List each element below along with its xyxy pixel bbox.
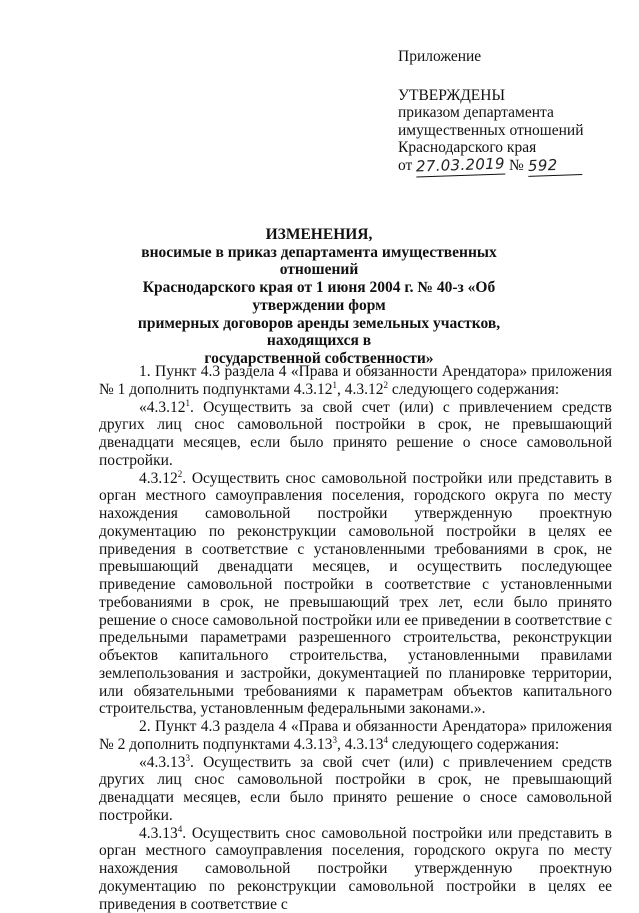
handwritten-number: 592 [527, 156, 582, 176]
paragraph-1: 1. Пункт 4.3 раздела 4 «Права и обязанности Арендатора» приложения № 1 дополнить подпунктами 4.3.12$^1$, 4.3.12$^2$ следующего содержания: [99, 363, 612, 399]
document-body [99, 363, 612, 913]
paragraph-3: 4.3.12$^2$. Осуществить снос самовольной постройки или представить в орган местного самоуправления поселения, городского округа по месту нахождения самовольной постройки утвержденную проектную документацию по реконструкции самовольной постройки в целях ее приведения в соответствие с установленными требованиями в срок, не превышающий двенадцати месяцев, и осуществить последующее приведение самовольной постройки в соответствие с установленными требованиями в срок, не превышающий трех лет, если было принято решение о сносе самовольной постройки или ее приведении в соответствие с предельными параметрами разрешенного строительства, реконструкции объектов капитального строительства, установленными правилами землепользования и застройки, документацией по планировке территории, или обязательными требованиями к параметрам объектов капитального строительства, установленным федеральными законами.». [99, 470, 612, 719]
paragraph-2: «4.3.12$^1$. Осуществить за свой счет (или) с привлечением средств других лиц снос самовольной постройки в срок, не превышающий двенадцати месяцев, если было принято решение о сносе самовольной постройки. [99, 399, 612, 470]
heading-line-2: Краснодарского края от 1 июня 2004 г. № 40-з «Об утверждении форм [100, 279, 538, 314]
document-heading [100, 226, 538, 368]
appendix-label: Приложение [398, 48, 628, 66]
approved-label: УТВЕРЖДЕНЫ [398, 87, 628, 105]
heading-title: ИЗМЕНЕНИЯ, [100, 226, 538, 244]
paragraph-5: «4.3.13$^3$. Осуществить за свой счет (или) с привлечением средств других лиц снос самовольной постройки в срок, не превышающий двенадцати месяцев, если было принято решение о сносе самовольной постройки. [99, 754, 612, 825]
approval-line-order: приказом департамента [398, 104, 628, 122]
handwritten-date: 27.03.2019 [416, 155, 505, 177]
number-prefix: № [509, 157, 524, 174]
heading-line-4: государственной собственности» [100, 350, 538, 368]
paragraph-6: 4.3.13$^4$. Осуществить снос самовольной постройки или представить в орган местного самоуправления поселения, городского округа по месту нахождения самовольной постройки утвержденную проектную документацию по реконструкции самовольной постройки в целях ее приведения в соответствие с [99, 825, 612, 913]
paragraph-4: 2. Пункт 4.3 раздела 4 «Права и обязанности Арендатора» приложения № 2 дополнить подпунктами 4.3.13$^3$, 4.3.13$^4$ следующего содержания: [99, 718, 612, 754]
heading-line-3: примерных договоров аренды земельных участков, находящихся в [100, 315, 538, 350]
approval-date-line [398, 157, 628, 176]
approval-block [398, 48, 628, 176]
approval-line-region: Краснодарского края [398, 139, 628, 157]
date-prefix: от [398, 157, 412, 174]
approval-line-department: имущественных отношений [398, 122, 628, 140]
heading-line-1: вносимые в приказ департамента имущественных отношений [100, 244, 538, 279]
